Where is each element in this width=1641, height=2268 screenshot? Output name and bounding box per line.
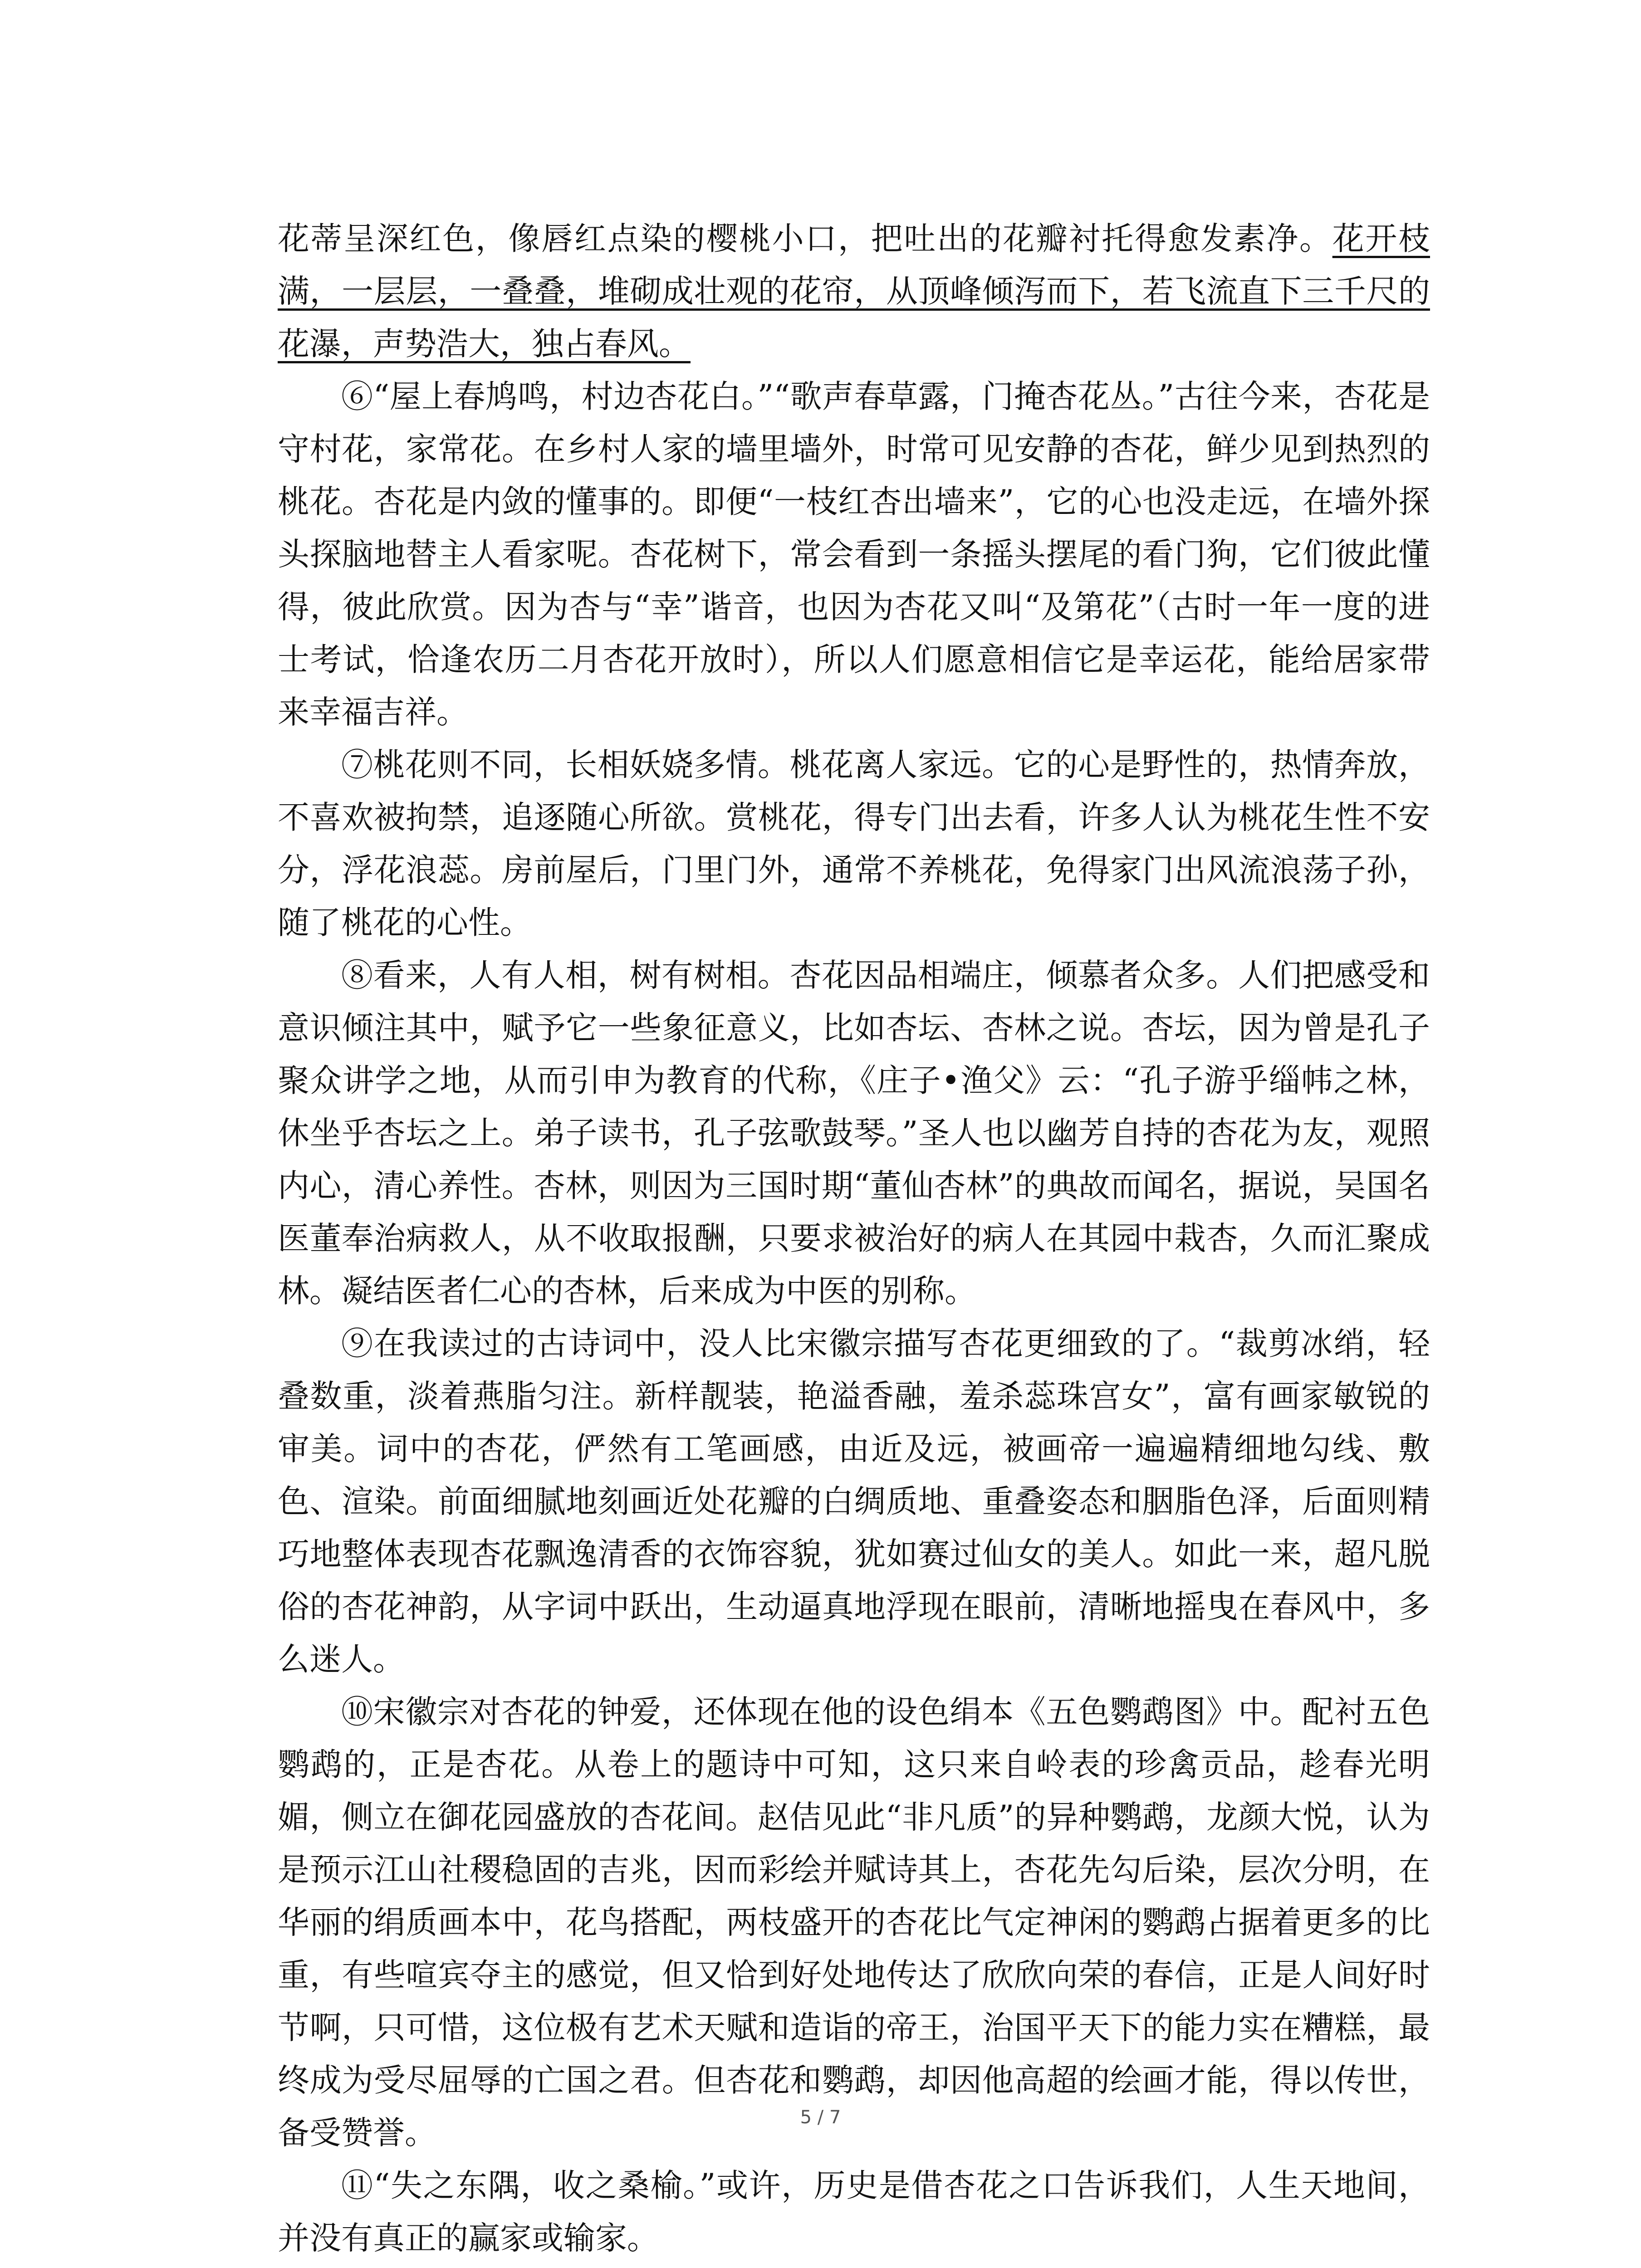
paragraph-8: ⑧看来，人有人相，树有树相。杏花因品相端庄，倾慕者众多。人们把感受和意识倾注其中，赋予它一些象征意义，比如杏坛、杏林之说。杏坛，因为曾是孔子聚众讲学之地，从而引申为教育的代称，《庄子•渔父》云：“孔子游乎缁帏之林，休坐乎杏坛之上。弟子读书，孔子弦歌鼓琴。”圣人也以幽芳自持的杏花为友，观照内心，清心养性。杏林，则因为三国时期“董仙杏林”的典故而闻名，据说，吴国名医董奉治病救人，从不收取报酬，只要求被治好的病人在其园中栽杏，久而汇聚成林。凝结医者仁心的杏林，后来成为中医的别称。 [278, 957, 1430, 1310]
paragraph-9: ⑨在我读过的古诗词中，没人比宋徽宗描写杏花更细致的了。“裁剪冰绡，轻叠数重，淡着燕脂匀注。新样靓装，艳溢香融，羞杀蕊珠宫女”，富有画家敏锐的审美。词中的杏花，俨然有工笔画感，由近及远，被画帝一遍遍精细地勾线、敷色、渲染。前面细腻地刻画近处花瓣的白绸质地、重叠姿态和胭脂色泽，后面则精巧地整体表现杏花飘逸清香的衣饰容貌，犹如赛过仙女的美人。如此一来，超凡脱俗的杏花神韵，从字词中跃出，生动逼真地浮现在眼前，清晰地摇曳在春风中，多么迷人。 [278, 1325, 1430, 1678]
paragraph-12 [278, 2264, 1430, 2268]
underlined-sentence: 花开枝满，一层层，一叠叠，堆砌成壮观的花帘，从顶峰倾泻而下，若飞流直下三千尺的花瀑，声势浩大，独占春风。 [278, 220, 1430, 362]
paragraph-7: ⑦桃花则不同，长相妖娆多情。桃花离人家远。它的心是野性的，热情奔放，不喜欢被拘禁，追逐随心所欲。赏桃花，得专门出去看，许多人认为桃花生性不安分，浮花浪蕊。房前屋后，门里门外，通常不养桃花，免得家门出风流浪荡子孙，随了桃花的心性。 [278, 746, 1430, 941]
paragraph-6: ⑥“屋上春鸠鸣，村边杏花白。”“歌声春草露，门掩杏花丛。”古往今来，杏花是守村花，家常花。在乡村人家的墙里墙外，时常可见安静的杏花，鲜少见到热烈的桃花。杏花是内敛的懂事的。即便“一枝红杏出墙来”，它的心也没走远，在墙外探头探脑地替主人看家呢。杏花树下，常会看到一条摇头摆尾的看门狗，它们彼此懂得，彼此欣赏。因为杏与“幸”谐音，也因为杏花又叫“及第花”（古时一年一度的进士考试，恰逢农历二月杏花开放时），所以人们愿意相信它是幸运花，能给居家带来幸福吉祥。 [278, 378, 1430, 731]
paragraph-11: ⑪“失之东隅，收之桑榆。”或许，历史是借杏花之口告诉我们，人生天地间，并没有真正的赢家或输家。 [278, 2167, 1430, 2257]
page-number: 5 / 7 [800, 2107, 841, 2128]
document-body [278, 212, 1430, 2268]
paragraph-5-continued [278, 212, 1430, 370]
paragraph-10: ⑩宋徽宗对杏花的钟爱，还体现在他的设色绢本《五色鹦鹉图》中。配衬五色鹦鹉的，正是杏花。从卷上的题诗中可知，这只来自岭表的珍禽贡品，趁春光明媚，侧立在御花园盛放的杏花间。赵佶见此“非凡质”的异种鹦鹉，龙颜大悦，认为是预示江山社稷稳固的吉兆，因而彩绘并赋诗其上，杏花先勾后染，层次分明，在华丽的绢质画本中，花鸟搭配，两枝盛开的杏花比气定神闲的鹦鹉占据着更多的比重，有些喧宾夺主的感觉，但又恰到好处地传达了欣欣向荣的春信，正是人间好时节啊，只可惜，这位极有艺术天赋和造诣的帝王，治国平天下的能力实在糟糕，最终成为受尽屈辱的亡国之君。但杏花和鹦鹉，却因他高超的绘画才能，得以传世，备受赞誉。 [278, 1693, 1430, 2151]
paragraph-5-text: 花蒂呈深红色，像唇红点染的樱桃小口，把吐出的花瓣衬托得愈发素净。 [278, 220, 1332, 257]
